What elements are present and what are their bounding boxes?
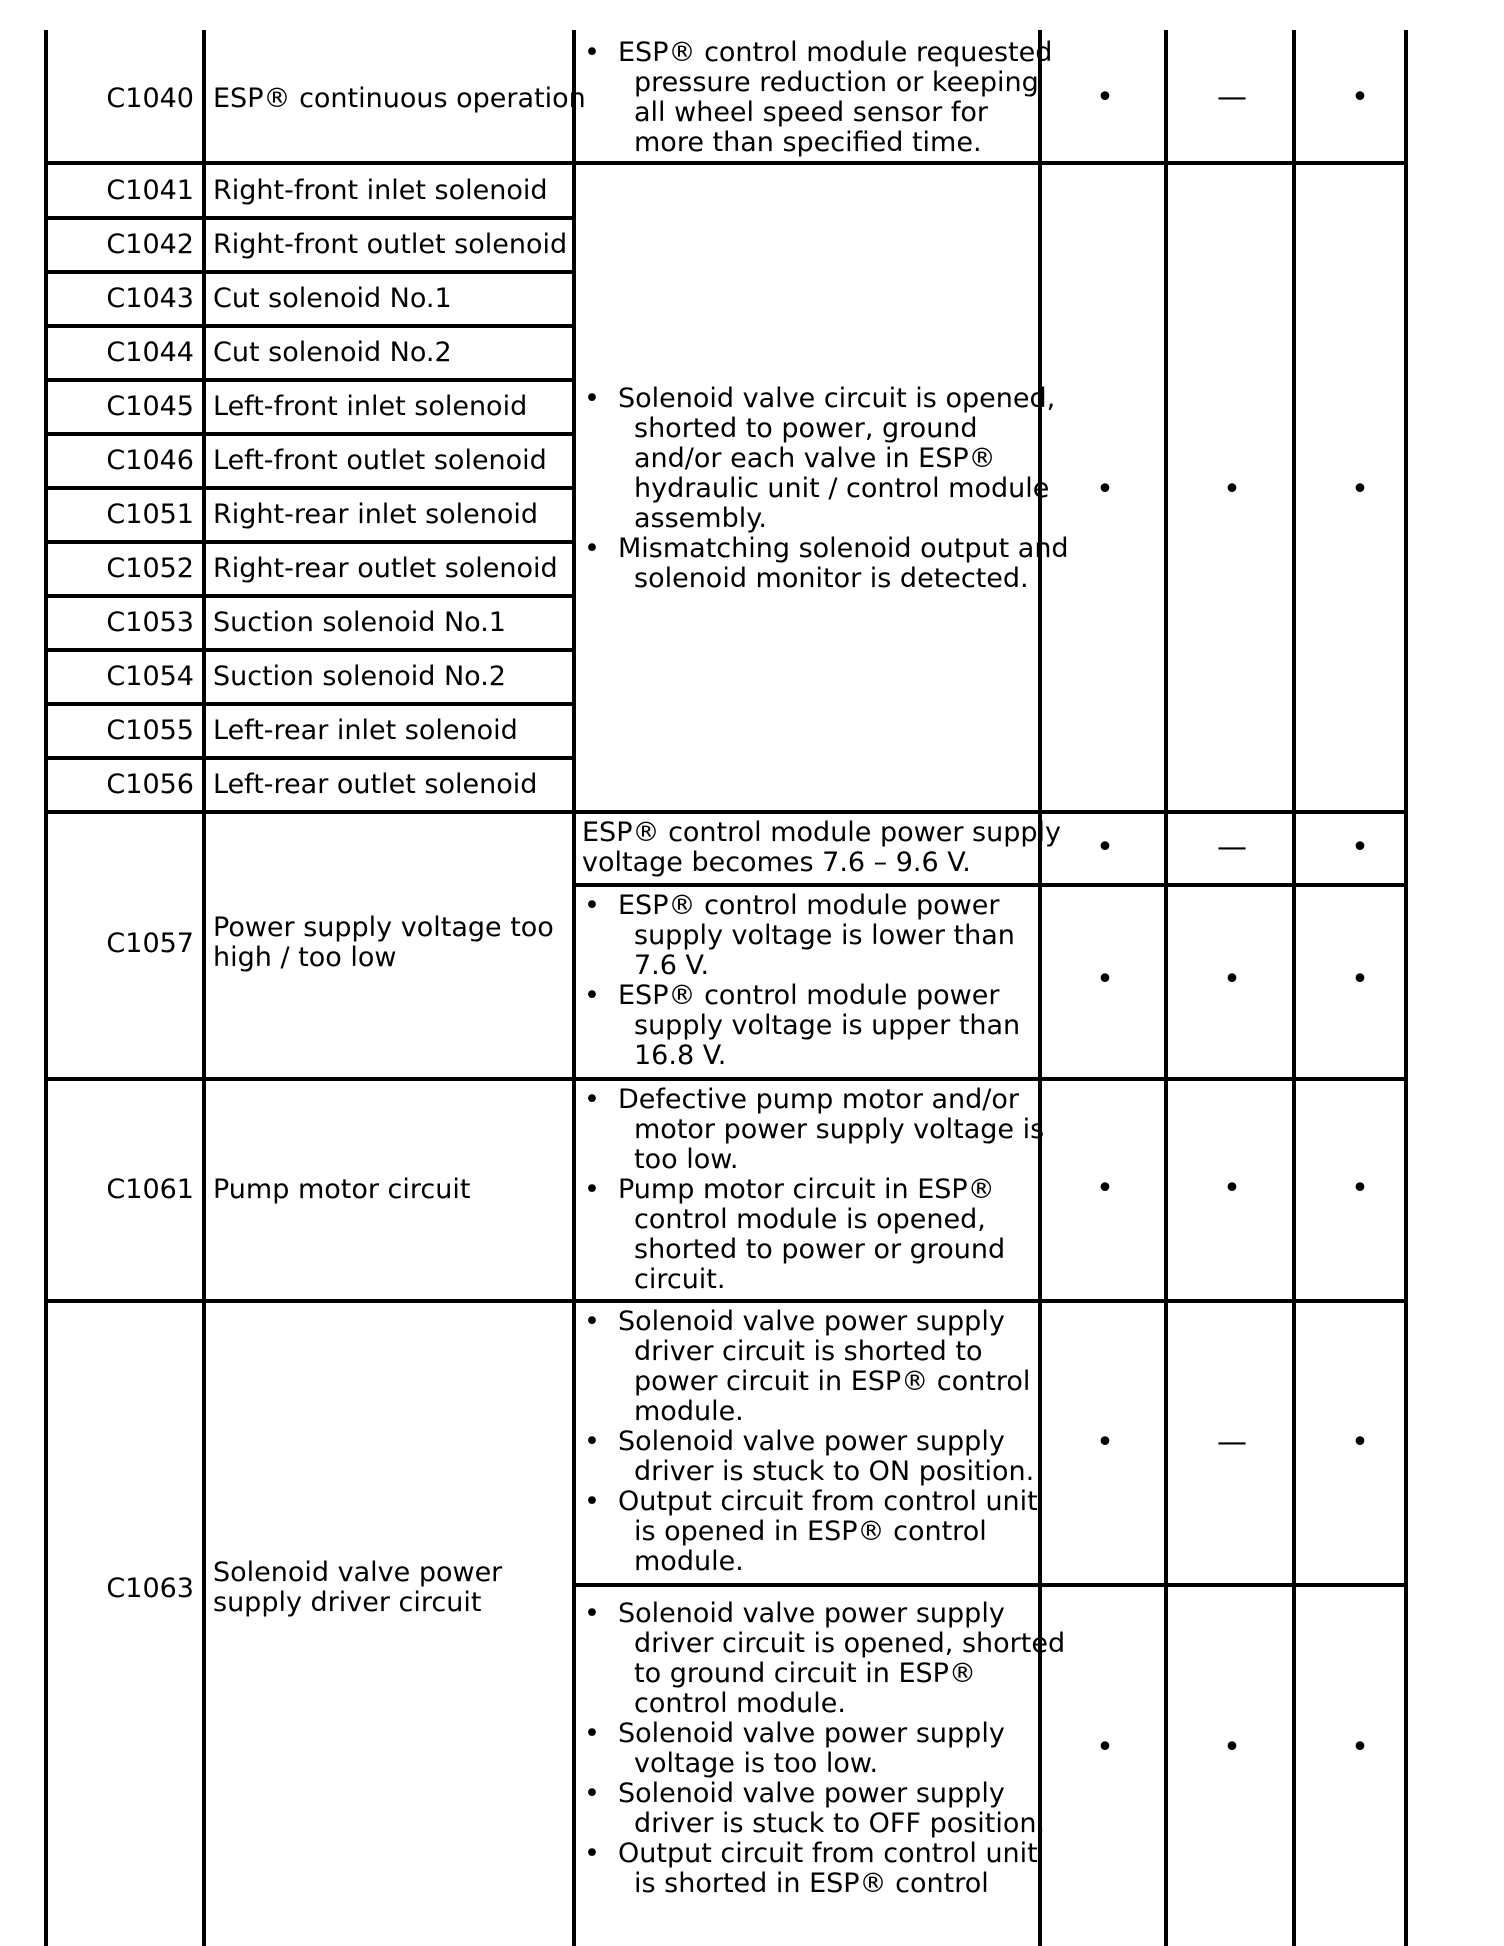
mark-col-2: • [1223,1730,1241,1765]
column-divider-mark-1 [1164,30,1168,1946]
dtc-description: Pump motor circuit [213,1174,471,1205]
row-divider [44,161,1408,165]
dtc-code: C1061 [106,1174,194,1205]
column-divider-description [572,30,576,1946]
row-divider [44,216,576,220]
row-divider [44,1077,1408,1081]
condition-item: • Output circuit from control unit is shorted in ESP® control [582,1839,1042,1899]
dtc-description: Left-front outlet solenoid [213,445,547,476]
dtc-description: Cut solenoid No.1 [213,283,452,314]
mark-col-2: — [1217,1425,1247,1460]
column-divider-code [202,30,206,1946]
row-divider [44,540,576,544]
dtc-code: C1040 [106,83,194,114]
dtc-description: Left-rear inlet solenoid [213,715,518,746]
column-divider-mark-2 [1292,30,1296,1946]
mark-col-1: • [1096,830,1114,865]
dtc-code: C1057 [106,928,194,959]
dtc-code: C1041 [106,175,194,206]
dtc-code: C1046 [106,445,194,476]
row-divider [44,1299,1408,1303]
condition-item: • Solenoid valve power supply driver is stuck to OFF position. [582,1779,1042,1839]
row-divider [44,270,576,274]
condition-item: • Pump motor circuit in ESP® control module is opened, shorted to power or ground circuit. [582,1175,1042,1295]
dtc-description: Power supply voltage too high / too low [213,912,554,973]
dtc-description: Suction solenoid No.1 [213,607,506,638]
detection-condition: ESP® control module power supply voltage becomes 7.6 – 9.6 V. [582,817,1061,878]
dtc-description: Solenoid valve power supply driver circuit [213,1557,503,1618]
mark-col-1: • [1096,80,1114,115]
dtc-code: C1051 [106,499,194,530]
condition-item: • Defective pump motor and/or motor power supply voltage is too low. [582,1085,1042,1175]
mark-col-2: — [1217,80,1247,115]
row-divider [44,702,576,706]
condition-item: • ESP® control module power supply voltage is upper than 16.8 V. [582,981,1042,1071]
mark-col-2: • [1223,472,1241,507]
mark-col-2: • [1223,1171,1241,1206]
row-divider [44,432,576,436]
mark-col-3: • [1351,472,1369,507]
condition-item: • Solenoid valve power supply driver circuit is opened, shorted to ground circuit in ESP® control module. [582,1599,1042,1719]
condition-item: • Solenoid valve power supply driver circuit is shorted to power circuit in ESP® control module. [582,1307,1042,1427]
mark-col-1: • [1096,1171,1114,1206]
detection-condition [582,1307,1042,1577]
condition-item: • Solenoid valve power supply voltage is too low. [582,1719,1042,1779]
condition-item: • Solenoid valve circuit is opened, shorted to power, ground and/or each valve in ESP® hydraulic unit / control module assembly. [582,384,1042,534]
mark-col-2: • [1223,962,1241,997]
row-divider [44,756,576,760]
table-border-left [44,30,48,1946]
detection-condition [582,1084,1045,1295]
mark-col-3: • [1351,80,1369,115]
table-border-right [1404,30,1408,1946]
sub-row-divider [572,883,1408,887]
dtc-description: ESP® continuous operation [213,83,586,114]
detection-condition [582,383,1069,594]
dtc-description: Left-front inlet solenoid [213,391,528,422]
dtc-code: C1054 [106,661,194,692]
condition-item: • ESP® control module requested pressure reduction or keeping all wheel speed sensor for more than specified time. [582,38,1042,158]
dtc-code: C1052 [106,553,194,584]
dtc-description: Right-front inlet solenoid [213,175,548,206]
detection-condition [582,37,1053,158]
mark-col-3: • [1351,962,1369,997]
dtc-code: C1045 [106,391,194,422]
dtc-description: Suction solenoid No.2 [213,661,506,692]
detection-condition [582,1598,1066,1899]
dtc-code: C1063 [106,1573,194,1604]
row-divider [44,648,576,652]
detection-condition [582,891,1042,1071]
dtc-code: C1053 [106,607,194,638]
mark-col-3: • [1351,830,1369,865]
dtc-code: C1044 [106,337,194,368]
mark-col-1: • [1096,472,1114,507]
dtc-description: Right-rear inlet solenoid [213,499,539,530]
dtc-code: C1056 [106,769,194,800]
mark-col-3: • [1351,1171,1369,1206]
mark-col-1: • [1096,1425,1114,1460]
dtc-code: C1042 [106,229,194,260]
condition-item: • Mismatching solenoid output and solenoid monitor is detected. [582,534,1042,594]
row-divider [44,594,576,598]
row-divider [44,486,576,490]
condition-item: • Solenoid valve power supply driver is stuck to ON position. [582,1427,1042,1487]
row-divider [44,378,576,382]
row-divider [44,810,1408,814]
mark-col-2: — [1217,830,1247,865]
row-divider [44,324,576,328]
dtc-description: Right-front outlet solenoid [213,229,568,260]
dtc-description: Cut solenoid No.2 [213,337,452,368]
mark-col-3: • [1351,1425,1369,1460]
sub-row-divider [572,1583,1408,1587]
dtc-description: Left-rear outlet solenoid [213,769,538,800]
condition-item: • ESP® control module power supply voltage is lower than 7.6 V. [582,891,1042,981]
dtc-code: C1055 [106,715,194,746]
mark-col-3: • [1351,1730,1369,1765]
dtc-description: Right-rear outlet solenoid [213,553,558,584]
condition-item: • Output circuit from control unit is opened in ESP® control module. [582,1487,1042,1577]
dtc-code: C1043 [106,283,194,314]
mark-col-1: • [1096,1730,1114,1765]
mark-col-1: • [1096,962,1114,997]
